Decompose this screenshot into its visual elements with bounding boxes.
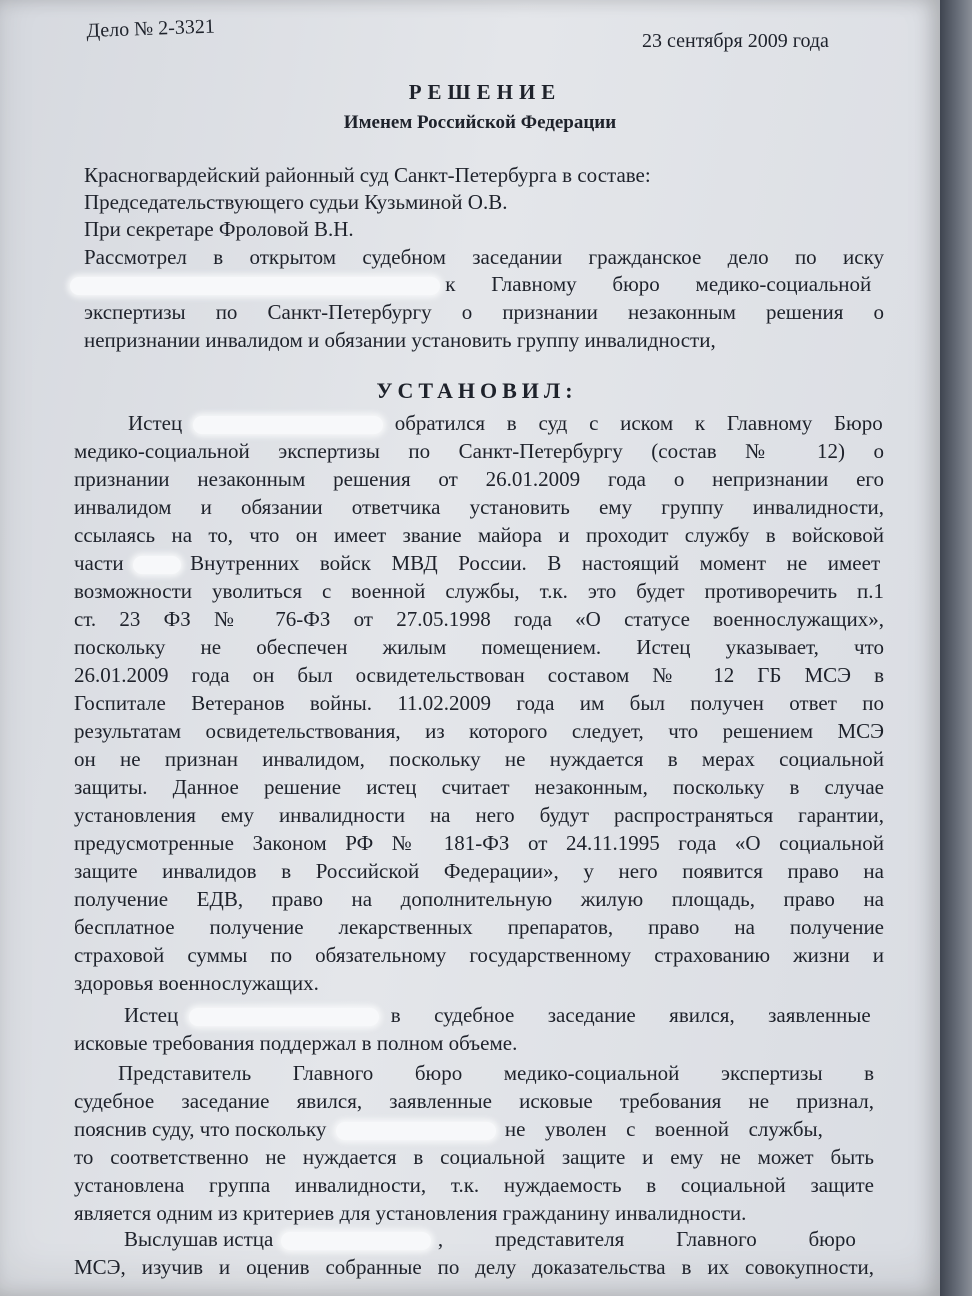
intro-line-1: Рассмотрел в открытом судебном заседании гражданское дело по иску	[84, 245, 884, 269]
p1-line-9: поскольку не обеспечен жилым помещением. Истец указывает, что	[74, 635, 884, 659]
p1-line-3: признании незаконным решения от 26.01.2009 года о непризнании его	[74, 467, 884, 491]
p1-line-16: предусмотренные Законом РФ № 181-ФЗ от 24.11.1995 года «О социальной	[74, 831, 884, 855]
redaction-mark	[336, 1122, 496, 1140]
p1-line-5: ссылаясь на то, что он имеет звание майора и проходит службу в войсковой	[74, 523, 884, 547]
p3-line-4: то соответственно не нуждается в социальной защите и ему не может быть	[74, 1145, 874, 1169]
section-heading: УСТАНОВИЛ:	[376, 378, 578, 403]
p1-line-1-start: Истец	[128, 411, 183, 435]
intro-secretary: При секретаре Фроловой В.Н.	[84, 217, 354, 241]
p1-line-13: он не признан инвалидом, поскольку не нуждается в мерах социальной	[74, 747, 884, 771]
p2-line-1	[74, 1002, 884, 1028]
p1-line-2: медико-социальной экспертизы по Санкт-Петербургу (состав № 12) о	[74, 439, 884, 463]
case-number: Дело № 2-3321	[86, 15, 216, 42]
redaction-mark	[133, 556, 181, 574]
intro-court: Красногвардейский районный суд Санкт-Петербурга в составе:	[84, 163, 651, 187]
p3-line-1-text: Представитель Главного бюро медико-социальной экспертизы в	[118, 1061, 874, 1085]
p1-line-19: бесплатное получение лекарственных препаратов, право на получение	[74, 915, 884, 939]
intro-line-2-text: к Главному бюро медико-социальной	[445, 272, 872, 296]
p3-line-3-start: пояснив суду, что поскольку	[74, 1117, 327, 1141]
intro-line-4: непризнании инвалидом и обязании установить группу инвалидности,	[84, 328, 716, 352]
p4-line-1-end: , представителя Главного бюро	[437, 1227, 856, 1251]
page-edge-shadow	[940, 0, 972, 1296]
p1-line-10: 26.01.2009 года он был освидетельствован составом № 12 ГБ МСЭ в	[74, 663, 884, 687]
p1-line-6-end: Внутренних войск МВД России. В настоящий момент не имеет	[190, 551, 881, 575]
document-date: 23 сентября 2009 года	[642, 30, 829, 52]
p1-line-1-end: обратился в суд с иском к Главному Бюро	[394, 411, 883, 435]
intro-line-3: экспертизы по Санкт-Петербургу о признании незаконным решения о	[84, 300, 884, 324]
redaction-mark	[70, 277, 440, 295]
p1-line-8: ст. 23 ФЗ № 76-ФЗ от 27.05.1998 года «О статусе военнослужащих»,	[74, 607, 884, 631]
p2-line-2: исковые требования поддержал в полном объеме.	[74, 1031, 518, 1055]
document-title: РЕШЕНИЕ	[408, 80, 562, 104]
redaction-mark	[193, 416, 383, 434]
p4-line-2: МСЭ, изучив и оценив собранные по делу доказательства в их совокупности,	[74, 1255, 874, 1279]
p1-line-6	[74, 550, 884, 576]
p1-line-12: результатам освидетельствования, из которого следует, что решением МСЭ	[74, 719, 884, 743]
p3-line-6: является одним из критериев для установления гражданину инвалидности.	[74, 1201, 747, 1225]
p1-line-1	[74, 410, 884, 436]
p1-line-14: защиты. Данное решение истец считает незаконным, поскольку в случае	[74, 775, 884, 799]
p1-line-4: инвалидом и обязании ответчика установить ему группу инвалидности,	[74, 495, 884, 519]
p1-line-7: возможности уволиться с военной службы, т.к. это будет противоречить п.1	[74, 579, 884, 603]
intro-judge: Председательствующего судьи Кузьминой О.В.	[84, 190, 508, 214]
intro-line-2	[84, 271, 884, 297]
redaction-mark	[189, 1008, 379, 1026]
document-subtitle: Именем Российской Федерации	[343, 112, 617, 133]
p1-line-6-start: части	[74, 551, 124, 575]
p1-line-18: получение ЕДВ, право на дополнительную жилую площадь, право на	[74, 887, 884, 911]
p1-line-17: защите инвалидов в Российской Федерации», у него появится право на	[74, 859, 884, 883]
p3-line-5: установлена группа инвалидности, т.к. нуждаемость в социальной защите	[74, 1173, 874, 1197]
p2-line-1-end: в судебное заседание явился, заявленные	[390, 1003, 871, 1027]
p1-line-15: установления ему инвалидности на него будут распространяться гарантии,	[74, 803, 884, 827]
p3-line-3	[74, 1116, 874, 1142]
p4-line-1	[74, 1226, 874, 1252]
p3-line-1	[74, 1060, 874, 1086]
p3-line-2: судебное заседание явился, заявленные исковые требования не признал,	[74, 1089, 874, 1113]
p2-line-1-start: Истец	[124, 1003, 179, 1027]
p1-line-21: здоровья военнослужащих.	[74, 971, 319, 995]
p1-line-11: Госпитале Ветеранов войны. 11.02.2009 года им был получен ответ по	[74, 691, 884, 715]
p3-line-3-end: не уволен с военной службы,	[504, 1117, 823, 1141]
p1-line-20: страховой суммы по обязательному государственному страхованию жизни и	[74, 943, 884, 967]
redaction-mark	[281, 1232, 431, 1250]
p4-line-1-start: Выслушав истца	[124, 1227, 274, 1251]
